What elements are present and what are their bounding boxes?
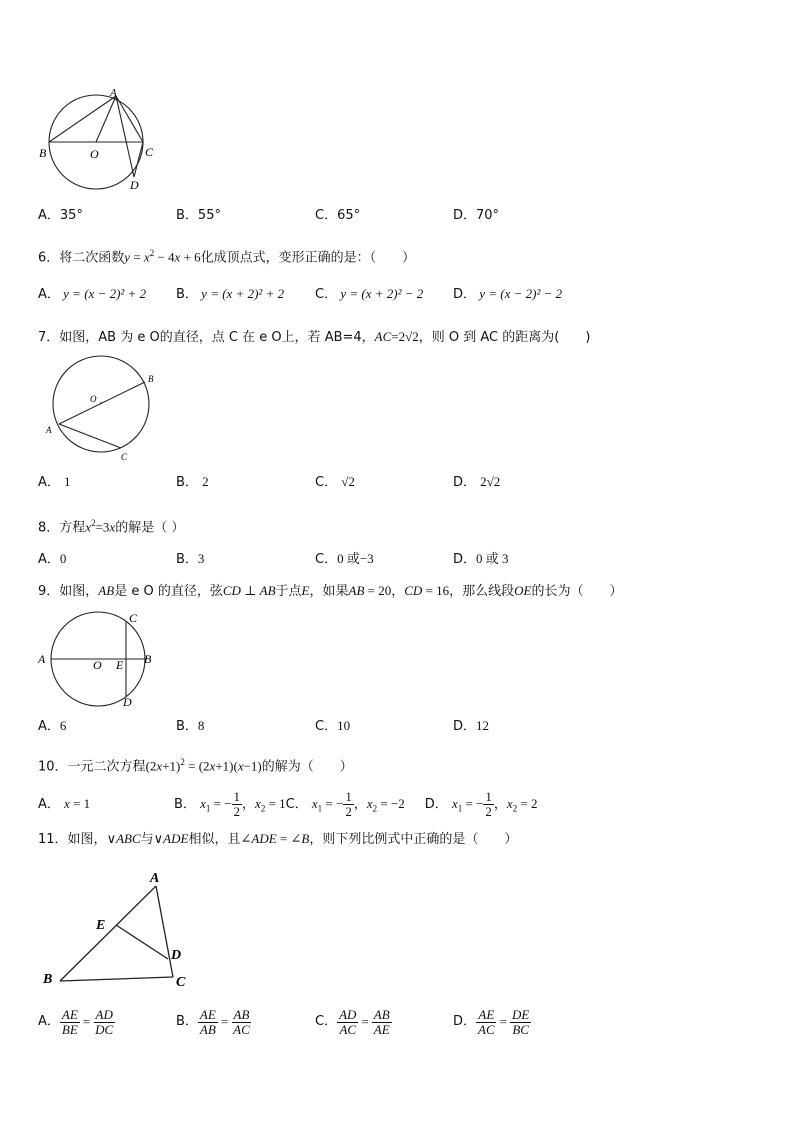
q7-number: 7． — [38, 330, 60, 345]
q5-figure — [36, 86, 166, 192]
q9-option-a: A．6 — [38, 718, 67, 734]
q11-option-a: A． $\frac{AE}{BE}$ = $\frac{AD}{DC}$ — [38, 1006, 114, 1037]
q9-option-d: D．12 — [453, 718, 490, 734]
q5-label-a: A — [110, 87, 117, 99]
q5-label-d: D — [130, 178, 139, 192]
question-11: 11．如图，∨ABC与∨ADE相似，且∠ADE = ∠B，则下列比例式中正确的是（ ） — [38, 831, 518, 847]
q8-option-c: C．0 或−3 — [315, 551, 374, 567]
q5-option-b: B．55° — [176, 208, 221, 223]
question-8: 8．方程$x^2=3x$的解是（ ） — [38, 518, 185, 536]
q9-label-o: O — [93, 658, 102, 672]
q8-number: 8． — [38, 520, 60, 536]
q11-label-a: A — [150, 871, 160, 886]
q5-option-c: C．65° — [315, 208, 361, 223]
q8-option-a: A．0 — [38, 551, 67, 567]
q11-label-b: B — [43, 972, 53, 987]
q9-label-d: D — [123, 695, 132, 709]
q10-option-c: C． $x_1$ = − $\frac{1}{2}$ ，$x_2 = -2$ — [285, 788, 405, 819]
q9-label-e: E — [116, 658, 124, 672]
q11-label-d: D — [171, 948, 182, 963]
q9-figure — [36, 606, 166, 712]
q7-option-c: C． √2 — [315, 474, 355, 490]
q9-option-c: C．10 — [315, 718, 351, 734]
q11-option-b: B． $\frac{AE}{AB}$ = $\frac{AB}{AC}$ — [176, 1006, 250, 1037]
q7-label-o: O — [90, 394, 97, 404]
q10-option-d: D． $x_1$ = − $\frac{1}{2}$ ，$x_2 = 2$ — [424, 788, 538, 819]
q10-number: 10． — [38, 759, 68, 775]
q10-option-b: B． $x_1$ = − $\frac{1}{2}$ ，$x_2 = 1$ — [174, 788, 286, 819]
q9-label-c: C — [129, 611, 138, 625]
q6-function: y — [124, 249, 131, 265]
question-7: 7．如图，AB 为 e O的直径，点 C 在 e O上，若 AB=4，AC=2√2，则 O 到 AC 的距离为( ) — [38, 329, 591, 345]
q11-label-e: E — [96, 918, 106, 933]
q6-option-a: A． y = (x − 2)² + 2 — [38, 286, 147, 302]
q8-option-b: B．3 — [176, 551, 205, 567]
q11-figure — [38, 864, 198, 994]
q7-figure — [38, 352, 162, 466]
q10-options-row — [38, 786, 538, 822]
q6-option-d: D． y = (x − 2)² − 2 — [453, 286, 563, 302]
q5-label-b: B — [39, 146, 47, 160]
q5-label-o: O — [90, 147, 99, 161]
q9-option-b: B．8 — [176, 718, 205, 734]
q5-option-a: A．35° — [38, 208, 83, 223]
q7-label-c: C — [121, 452, 128, 462]
q11-option-d: D． $\frac{AE}{AC}$ = $\frac{DE}{BC}$ — [453, 1006, 530, 1037]
q11-number: 11． — [38, 832, 68, 847]
q6-number: 6． — [38, 250, 60, 266]
q7-label-a: A — [46, 425, 52, 435]
question-6: 6．将二次函数$y = x^2 - 4x + 6$化成顶点式，变形正确的是：（ ） — [38, 248, 416, 266]
q11-label-c: C — [176, 975, 186, 990]
q9-label-a: A — [38, 652, 46, 666]
q11-option-c: C． $\frac{AD}{AC}$ = $\frac{AB}{AE}$ — [315, 1006, 390, 1037]
q8-option-d: D．0 或 3 — [453, 551, 509, 567]
q9-number: 9． — [38, 584, 60, 599]
q10-option-a: A． x = 1 — [38, 795, 91, 812]
q7-option-a: A． 1 — [38, 474, 71, 490]
q5-option-d: D．70° — [453, 208, 500, 223]
question-10: 10．一元二次方程$(2x+1)^2 = (2x+1)(x-1)$的解为（ ） — [38, 757, 353, 775]
q7-option-b: B． 2 — [176, 474, 209, 490]
q9-label-b: B — [144, 652, 152, 666]
q7-label-b: B — [148, 374, 154, 384]
q6-option-b: B． y = (x + 2)² + 2 — [176, 286, 285, 302]
q7-option-d: D． 2√2 — [453, 474, 501, 490]
q5-label-c: C — [145, 145, 154, 159]
q6-option-c: C． y = (x + 2)² − 2 — [315, 286, 424, 302]
question-9: 9．如图，AB是 e O 的直径，弦CD ⊥ AB于点E，如果AB = 20，CD = 16，那么线段OE的长为（ ） — [38, 583, 623, 599]
